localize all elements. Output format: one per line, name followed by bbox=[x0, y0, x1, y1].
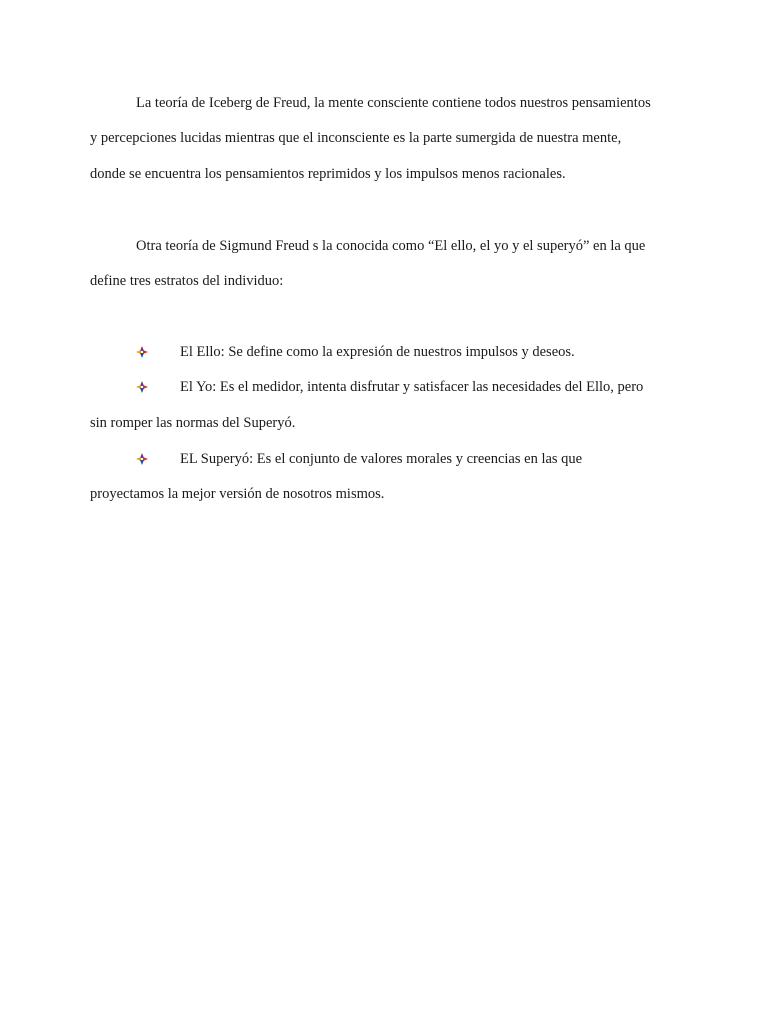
paragraph1-line-1: La teoría de Iceberg de Freud, la mente consciente contiene todos nuestros pensamientos bbox=[136, 95, 651, 111]
paragraph1-line-2: y percepciones lucidas mientras que el inconsciente es la parte sumergida de nuestra mente, bbox=[90, 130, 622, 146]
diamond-arrow-bullet-icon bbox=[135, 452, 149, 466]
paragraph2-line-1: Otra teoría de Sigmund Freud s la conocida como “El ello, el yo y el superyó” en la que bbox=[136, 238, 646, 254]
diamond-arrow-bullet-icon bbox=[135, 380, 149, 394]
paragraph2-line-2: define tres estratos del individuo: bbox=[90, 273, 284, 289]
bullet-superyo-text-line-1: EL Superyó: Es el conjunto de valores morales y creencias en las que bbox=[180, 451, 583, 467]
paragraph1-line-3: donde se encuentra los pensamientos reprimidos y los impulsos menos racionales. bbox=[90, 166, 566, 182]
diamond-arrow-bullet-icon bbox=[135, 345, 149, 359]
bullet-yo-text-line-1: El Yo: Es el medidor, intenta disfrutar y satisfacer las necesidades del Ello, pero bbox=[180, 379, 644, 395]
bullet-ello-text: El Ello: Se define como la expresión de nuestros impulsos y deseos. bbox=[180, 344, 575, 360]
bullet-superyo-text-line-2: proyectamos la mejor versión de nosotros mismos. bbox=[90, 486, 385, 502]
bullet-yo-text-line-2: sin romper las normas del Superyó. bbox=[90, 415, 296, 431]
